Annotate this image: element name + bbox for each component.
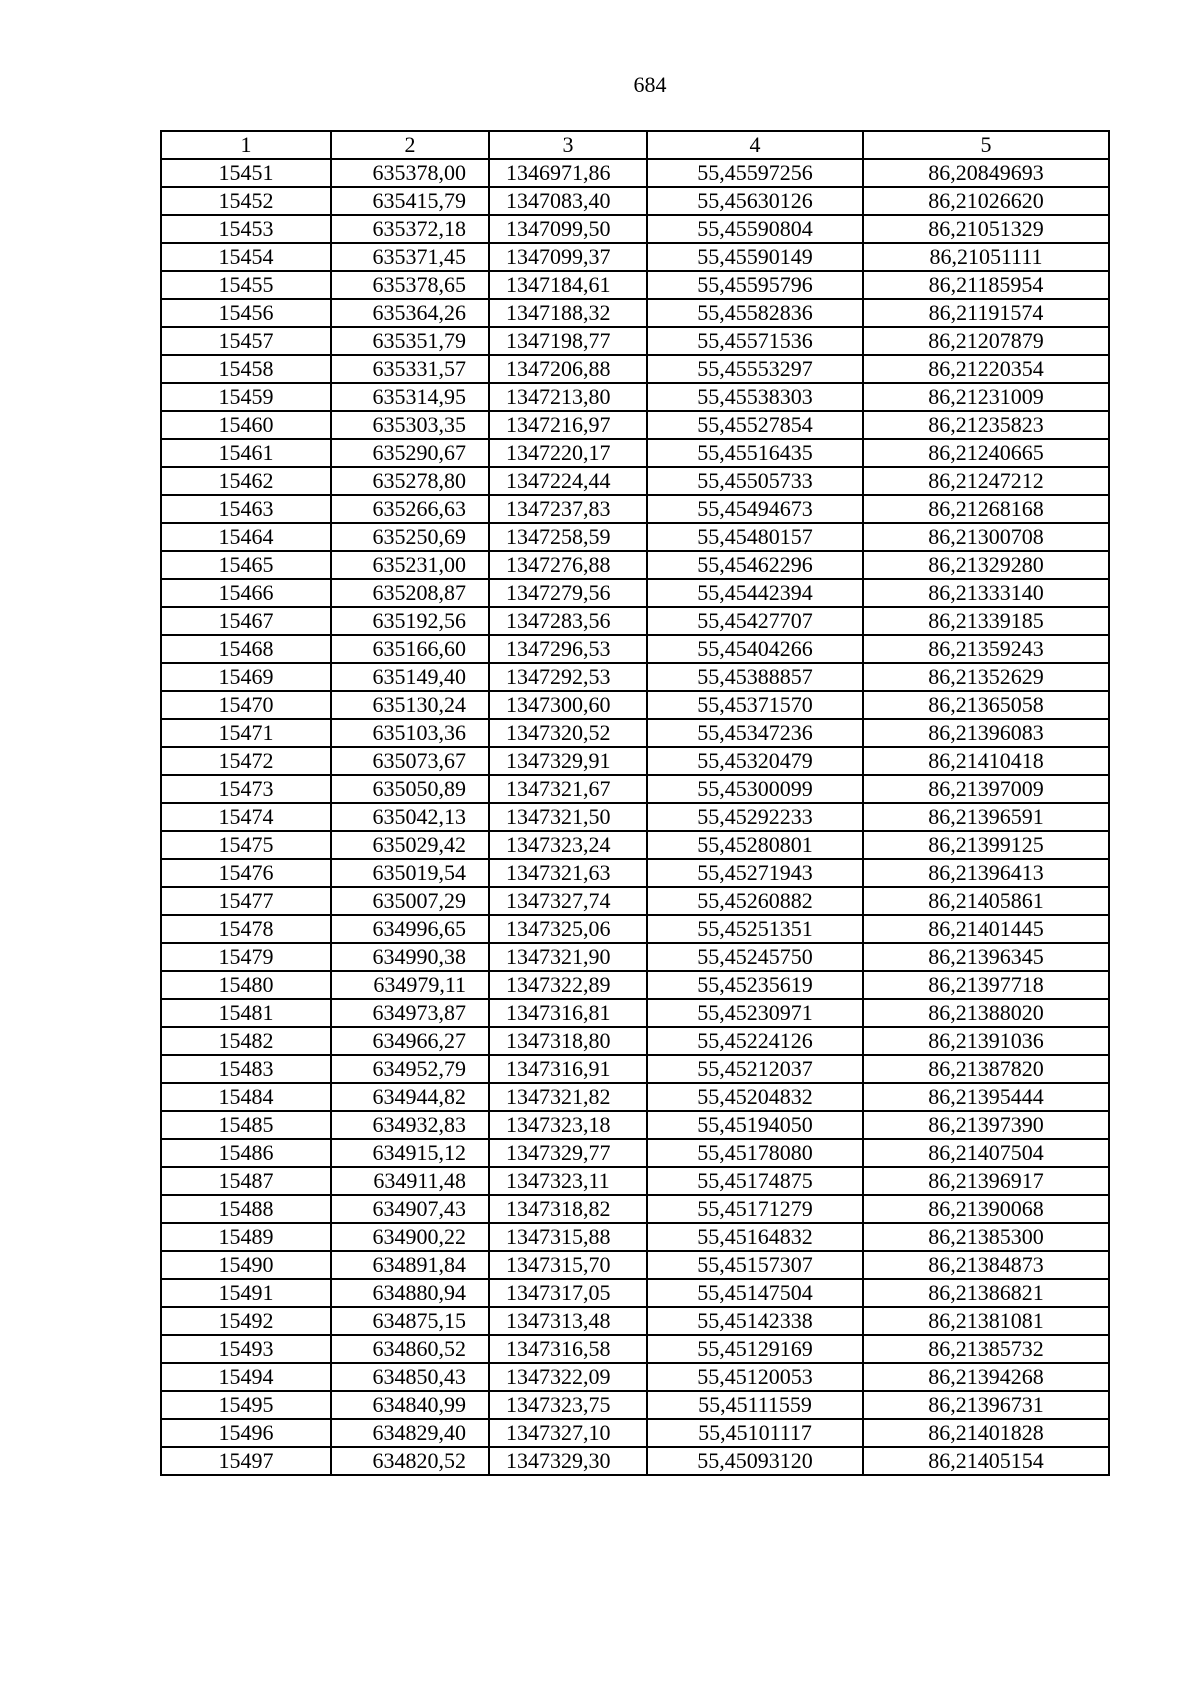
table-row bbox=[161, 1307, 1109, 1335]
table-row bbox=[161, 607, 1109, 635]
longitude-cell: 86,21235823 bbox=[863, 411, 1109, 439]
longitude-cell: 86,21388020 bbox=[863, 999, 1109, 1027]
point-number-cell: 15461 bbox=[161, 439, 331, 467]
point-number-cell: 15452 bbox=[161, 187, 331, 215]
column-header-4: 4 bbox=[647, 131, 863, 159]
latitude-cell: 55,45538303 bbox=[647, 383, 863, 411]
y-coordinate-cell: 1347322,09 bbox=[489, 1363, 647, 1391]
latitude-cell: 55,45260882 bbox=[647, 887, 863, 915]
x-coordinate-cell: 634820,52 bbox=[331, 1447, 489, 1475]
table-row bbox=[161, 943, 1109, 971]
longitude-cell: 86,21397718 bbox=[863, 971, 1109, 999]
point-number-cell: 15477 bbox=[161, 887, 331, 915]
point-number-cell: 15463 bbox=[161, 495, 331, 523]
x-coordinate-cell: 635378,00 bbox=[331, 159, 489, 187]
latitude-cell: 55,45178080 bbox=[647, 1139, 863, 1167]
y-coordinate-cell: 1347296,53 bbox=[489, 635, 647, 663]
table-row bbox=[161, 271, 1109, 299]
x-coordinate-cell: 634907,43 bbox=[331, 1195, 489, 1223]
y-coordinate-cell: 1347321,90 bbox=[489, 943, 647, 971]
y-coordinate-cell: 1347220,17 bbox=[489, 439, 647, 467]
y-coordinate-cell: 1347320,52 bbox=[489, 719, 647, 747]
x-coordinate-cell: 635290,67 bbox=[331, 439, 489, 467]
point-number-cell: 15496 bbox=[161, 1419, 331, 1447]
point-number-cell: 15465 bbox=[161, 551, 331, 579]
table-row bbox=[161, 635, 1109, 663]
y-coordinate-cell: 1347213,80 bbox=[489, 383, 647, 411]
table-row bbox=[161, 159, 1109, 187]
y-coordinate-cell: 1347315,88 bbox=[489, 1223, 647, 1251]
y-coordinate-cell: 1347206,88 bbox=[489, 355, 647, 383]
x-coordinate-cell: 635073,67 bbox=[331, 747, 489, 775]
y-coordinate-cell: 1347329,91 bbox=[489, 747, 647, 775]
table-row bbox=[161, 243, 1109, 271]
y-coordinate-cell: 1346971,86 bbox=[489, 159, 647, 187]
latitude-cell: 55,45280801 bbox=[647, 831, 863, 859]
x-coordinate-cell: 635192,56 bbox=[331, 607, 489, 635]
y-coordinate-cell: 1347327,10 bbox=[489, 1419, 647, 1447]
table-row bbox=[161, 1447, 1109, 1475]
point-number-cell: 15489 bbox=[161, 1223, 331, 1251]
latitude-cell: 55,45597256 bbox=[647, 159, 863, 187]
table-row bbox=[161, 327, 1109, 355]
table-row bbox=[161, 187, 1109, 215]
latitude-cell: 55,45505733 bbox=[647, 467, 863, 495]
longitude-cell: 86,21339185 bbox=[863, 607, 1109, 635]
header-row bbox=[161, 131, 1109, 159]
latitude-cell: 55,45230971 bbox=[647, 999, 863, 1027]
y-coordinate-cell: 1347258,59 bbox=[489, 523, 647, 551]
longitude-cell: 86,21268168 bbox=[863, 495, 1109, 523]
table-row bbox=[161, 1111, 1109, 1139]
point-number-cell: 15454 bbox=[161, 243, 331, 271]
longitude-cell: 86,21385732 bbox=[863, 1335, 1109, 1363]
y-coordinate-cell: 1347313,48 bbox=[489, 1307, 647, 1335]
x-coordinate-cell: 634891,84 bbox=[331, 1251, 489, 1279]
latitude-cell: 55,45235619 bbox=[647, 971, 863, 999]
longitude-cell: 86,21386821 bbox=[863, 1279, 1109, 1307]
table-row bbox=[161, 691, 1109, 719]
latitude-cell: 55,45595796 bbox=[647, 271, 863, 299]
latitude-cell: 55,45590149 bbox=[647, 243, 863, 271]
latitude-cell: 55,45480157 bbox=[647, 523, 863, 551]
table-header bbox=[161, 131, 1109, 159]
point-number-cell: 15456 bbox=[161, 299, 331, 327]
point-number-cell: 15488 bbox=[161, 1195, 331, 1223]
x-coordinate-cell: 635351,79 bbox=[331, 327, 489, 355]
latitude-cell: 55,45320479 bbox=[647, 747, 863, 775]
x-coordinate-cell: 635208,87 bbox=[331, 579, 489, 607]
latitude-cell: 55,45204832 bbox=[647, 1083, 863, 1111]
point-number-cell: 15492 bbox=[161, 1307, 331, 1335]
point-number-cell: 15478 bbox=[161, 915, 331, 943]
table-row bbox=[161, 775, 1109, 803]
y-coordinate-cell: 1347327,74 bbox=[489, 887, 647, 915]
longitude-cell: 86,21396731 bbox=[863, 1391, 1109, 1419]
table-row bbox=[161, 215, 1109, 243]
longitude-cell: 86,21051111 bbox=[863, 243, 1109, 271]
point-number-cell: 15459 bbox=[161, 383, 331, 411]
column-header-3: 3 bbox=[489, 131, 647, 159]
x-coordinate-cell: 634966,27 bbox=[331, 1027, 489, 1055]
table-row bbox=[161, 1167, 1109, 1195]
longitude-cell: 86,21185954 bbox=[863, 271, 1109, 299]
x-coordinate-cell: 635050,89 bbox=[331, 775, 489, 803]
table-row bbox=[161, 719, 1109, 747]
point-number-cell: 15483 bbox=[161, 1055, 331, 1083]
x-coordinate-cell: 635331,57 bbox=[331, 355, 489, 383]
y-coordinate-cell: 1347316,91 bbox=[489, 1055, 647, 1083]
y-coordinate-cell: 1347317,05 bbox=[489, 1279, 647, 1307]
x-coordinate-cell: 635130,24 bbox=[331, 691, 489, 719]
table-row bbox=[161, 1083, 1109, 1111]
point-number-cell: 15468 bbox=[161, 635, 331, 663]
x-coordinate-cell: 635266,63 bbox=[331, 495, 489, 523]
y-coordinate-cell: 1347323,11 bbox=[489, 1167, 647, 1195]
y-coordinate-cell: 1347321,67 bbox=[489, 775, 647, 803]
latitude-cell: 55,45494673 bbox=[647, 495, 863, 523]
point-number-cell: 15471 bbox=[161, 719, 331, 747]
x-coordinate-cell: 635166,60 bbox=[331, 635, 489, 663]
longitude-cell: 86,21399125 bbox=[863, 831, 1109, 859]
table-row bbox=[161, 355, 1109, 383]
latitude-cell: 55,45516435 bbox=[647, 439, 863, 467]
y-coordinate-cell: 1347315,70 bbox=[489, 1251, 647, 1279]
latitude-cell: 55,45427707 bbox=[647, 607, 863, 635]
y-coordinate-cell: 1347224,44 bbox=[489, 467, 647, 495]
x-coordinate-cell: 634996,65 bbox=[331, 915, 489, 943]
latitude-cell: 55,45157307 bbox=[647, 1251, 863, 1279]
y-coordinate-cell: 1347099,37 bbox=[489, 243, 647, 271]
coordinates-table bbox=[160, 130, 1110, 1476]
table-row bbox=[161, 1139, 1109, 1167]
y-coordinate-cell: 1347292,53 bbox=[489, 663, 647, 691]
point-number-cell: 15466 bbox=[161, 579, 331, 607]
x-coordinate-cell: 635364,26 bbox=[331, 299, 489, 327]
point-number-cell: 15462 bbox=[161, 467, 331, 495]
x-coordinate-cell: 634979,11 bbox=[331, 971, 489, 999]
longitude-cell: 86,21407504 bbox=[863, 1139, 1109, 1167]
point-number-cell: 15481 bbox=[161, 999, 331, 1027]
table-row bbox=[161, 803, 1109, 831]
point-number-cell: 15485 bbox=[161, 1111, 331, 1139]
x-coordinate-cell: 634875,15 bbox=[331, 1307, 489, 1335]
y-coordinate-cell: 1347323,18 bbox=[489, 1111, 647, 1139]
longitude-cell: 86,21191574 bbox=[863, 299, 1109, 327]
longitude-cell: 86,21395444 bbox=[863, 1083, 1109, 1111]
y-coordinate-cell: 1347316,81 bbox=[489, 999, 647, 1027]
latitude-cell: 55,45404266 bbox=[647, 635, 863, 663]
latitude-cell: 55,45171279 bbox=[647, 1195, 863, 1223]
table-row bbox=[161, 1279, 1109, 1307]
y-coordinate-cell: 1347323,24 bbox=[489, 831, 647, 859]
point-number-cell: 15476 bbox=[161, 859, 331, 887]
point-number-cell: 15472 bbox=[161, 747, 331, 775]
y-coordinate-cell: 1347198,77 bbox=[489, 327, 647, 355]
longitude-cell: 86,21396345 bbox=[863, 943, 1109, 971]
longitude-cell: 86,21401445 bbox=[863, 915, 1109, 943]
y-coordinate-cell: 1347321,82 bbox=[489, 1083, 647, 1111]
y-coordinate-cell: 1347237,83 bbox=[489, 495, 647, 523]
x-coordinate-cell: 635019,54 bbox=[331, 859, 489, 887]
table-row bbox=[161, 887, 1109, 915]
point-number-cell: 15494 bbox=[161, 1363, 331, 1391]
longitude-cell: 86,21396083 bbox=[863, 719, 1109, 747]
y-coordinate-cell: 1347325,06 bbox=[489, 915, 647, 943]
latitude-cell: 55,45111559 bbox=[647, 1391, 863, 1419]
latitude-cell: 55,45194050 bbox=[647, 1111, 863, 1139]
latitude-cell: 55,45164832 bbox=[647, 1223, 863, 1251]
table-row bbox=[161, 831, 1109, 859]
y-coordinate-cell: 1347329,77 bbox=[489, 1139, 647, 1167]
x-coordinate-cell: 635029,42 bbox=[331, 831, 489, 859]
longitude-cell: 86,21387820 bbox=[863, 1055, 1109, 1083]
y-coordinate-cell: 1347323,75 bbox=[489, 1391, 647, 1419]
y-coordinate-cell: 1347300,60 bbox=[489, 691, 647, 719]
table-row bbox=[161, 1391, 1109, 1419]
x-coordinate-cell: 635303,35 bbox=[331, 411, 489, 439]
column-header-1: 1 bbox=[161, 131, 331, 159]
longitude-cell: 86,21240665 bbox=[863, 439, 1109, 467]
latitude-cell: 55,45292233 bbox=[647, 803, 863, 831]
x-coordinate-cell: 635372,18 bbox=[331, 215, 489, 243]
x-coordinate-cell: 635231,00 bbox=[331, 551, 489, 579]
point-number-cell: 15473 bbox=[161, 775, 331, 803]
point-number-cell: 15475 bbox=[161, 831, 331, 859]
table-row bbox=[161, 467, 1109, 495]
latitude-cell: 55,45300099 bbox=[647, 775, 863, 803]
point-number-cell: 15460 bbox=[161, 411, 331, 439]
x-coordinate-cell: 635042,13 bbox=[331, 803, 489, 831]
longitude-cell: 86,21381081 bbox=[863, 1307, 1109, 1335]
point-number-cell: 15469 bbox=[161, 663, 331, 691]
longitude-cell: 86,21231009 bbox=[863, 383, 1109, 411]
latitude-cell: 55,45271943 bbox=[647, 859, 863, 887]
table-row bbox=[161, 299, 1109, 327]
longitude-cell: 86,21396413 bbox=[863, 859, 1109, 887]
longitude-cell: 86,21405154 bbox=[863, 1447, 1109, 1475]
point-number-cell: 15486 bbox=[161, 1139, 331, 1167]
x-coordinate-cell: 634840,99 bbox=[331, 1391, 489, 1419]
latitude-cell: 55,45174875 bbox=[647, 1167, 863, 1195]
longitude-cell: 86,21026620 bbox=[863, 187, 1109, 215]
y-coordinate-cell: 1347329,30 bbox=[489, 1447, 647, 1475]
x-coordinate-cell: 634860,52 bbox=[331, 1335, 489, 1363]
point-number-cell: 15451 bbox=[161, 159, 331, 187]
point-number-cell: 15491 bbox=[161, 1279, 331, 1307]
table-row bbox=[161, 999, 1109, 1027]
point-number-cell: 15474 bbox=[161, 803, 331, 831]
longitude-cell: 86,21207879 bbox=[863, 327, 1109, 355]
table-row bbox=[161, 1055, 1109, 1083]
longitude-cell: 86,21396591 bbox=[863, 803, 1109, 831]
x-coordinate-cell: 635378,65 bbox=[331, 271, 489, 299]
longitude-cell: 86,21396917 bbox=[863, 1167, 1109, 1195]
longitude-cell: 86,21220354 bbox=[863, 355, 1109, 383]
latitude-cell: 55,45347236 bbox=[647, 719, 863, 747]
table-row bbox=[161, 971, 1109, 999]
table-row bbox=[161, 915, 1109, 943]
table-row bbox=[161, 747, 1109, 775]
y-coordinate-cell: 1347184,61 bbox=[489, 271, 647, 299]
table-row bbox=[161, 439, 1109, 467]
table-row bbox=[161, 551, 1109, 579]
latitude-cell: 55,45442394 bbox=[647, 579, 863, 607]
longitude-cell: 86,21365058 bbox=[863, 691, 1109, 719]
table-body bbox=[161, 159, 1109, 1475]
latitude-cell: 55,45101117 bbox=[647, 1419, 863, 1447]
longitude-cell: 86,21333140 bbox=[863, 579, 1109, 607]
x-coordinate-cell: 634915,12 bbox=[331, 1139, 489, 1167]
point-number-cell: 15458 bbox=[161, 355, 331, 383]
longitude-cell: 86,21051329 bbox=[863, 215, 1109, 243]
x-coordinate-cell: 634911,48 bbox=[331, 1167, 489, 1195]
point-number-cell: 15455 bbox=[161, 271, 331, 299]
column-header-5: 5 bbox=[863, 131, 1109, 159]
longitude-cell: 86,21352629 bbox=[863, 663, 1109, 691]
table-row bbox=[161, 1027, 1109, 1055]
latitude-cell: 55,45093120 bbox=[647, 1447, 863, 1475]
longitude-cell: 86,21247212 bbox=[863, 467, 1109, 495]
longitude-cell: 86,21385300 bbox=[863, 1223, 1109, 1251]
latitude-cell: 55,45630126 bbox=[647, 187, 863, 215]
y-coordinate-cell: 1347321,50 bbox=[489, 803, 647, 831]
y-coordinate-cell: 1347083,40 bbox=[489, 187, 647, 215]
x-coordinate-cell: 635103,36 bbox=[331, 719, 489, 747]
latitude-cell: 55,45571536 bbox=[647, 327, 863, 355]
x-coordinate-cell: 634973,87 bbox=[331, 999, 489, 1027]
y-coordinate-cell: 1347316,58 bbox=[489, 1335, 647, 1363]
table-row bbox=[161, 495, 1109, 523]
latitude-cell: 55,45212037 bbox=[647, 1055, 863, 1083]
table-row bbox=[161, 1195, 1109, 1223]
latitude-cell: 55,45251351 bbox=[647, 915, 863, 943]
table-row bbox=[161, 1251, 1109, 1279]
x-coordinate-cell: 634990,38 bbox=[331, 943, 489, 971]
table-row bbox=[161, 859, 1109, 887]
longitude-cell: 86,21359243 bbox=[863, 635, 1109, 663]
latitude-cell: 55,45120053 bbox=[647, 1363, 863, 1391]
longitude-cell: 86,21410418 bbox=[863, 747, 1109, 775]
x-coordinate-cell: 634932,83 bbox=[331, 1111, 489, 1139]
latitude-cell: 55,45388857 bbox=[647, 663, 863, 691]
table-row bbox=[161, 411, 1109, 439]
table-row bbox=[161, 1223, 1109, 1251]
longitude-cell: 86,21394268 bbox=[863, 1363, 1109, 1391]
latitude-cell: 55,45147504 bbox=[647, 1279, 863, 1307]
longitude-cell: 86,21384873 bbox=[863, 1251, 1109, 1279]
y-coordinate-cell: 1347322,89 bbox=[489, 971, 647, 999]
y-coordinate-cell: 1347321,63 bbox=[489, 859, 647, 887]
latitude-cell: 55,45590804 bbox=[647, 215, 863, 243]
point-number-cell: 15479 bbox=[161, 943, 331, 971]
point-number-cell: 15480 bbox=[161, 971, 331, 999]
longitude-cell: 86,21397390 bbox=[863, 1111, 1109, 1139]
point-number-cell: 15490 bbox=[161, 1251, 331, 1279]
table-row bbox=[161, 383, 1109, 411]
point-number-cell: 15453 bbox=[161, 215, 331, 243]
latitude-cell: 55,45582836 bbox=[647, 299, 863, 327]
longitude-cell: 86,21391036 bbox=[863, 1027, 1109, 1055]
x-coordinate-cell: 634944,82 bbox=[331, 1083, 489, 1111]
latitude-cell: 55,45245750 bbox=[647, 943, 863, 971]
x-coordinate-cell: 635371,45 bbox=[331, 243, 489, 271]
point-number-cell: 15497 bbox=[161, 1447, 331, 1475]
y-coordinate-cell: 1347283,56 bbox=[489, 607, 647, 635]
x-coordinate-cell: 635278,80 bbox=[331, 467, 489, 495]
column-header-2: 2 bbox=[331, 131, 489, 159]
table-row bbox=[161, 523, 1109, 551]
y-coordinate-cell: 1347216,97 bbox=[489, 411, 647, 439]
latitude-cell: 55,45371570 bbox=[647, 691, 863, 719]
x-coordinate-cell: 635415,79 bbox=[331, 187, 489, 215]
latitude-cell: 55,45462296 bbox=[647, 551, 863, 579]
point-number-cell: 15470 bbox=[161, 691, 331, 719]
y-coordinate-cell: 1347318,82 bbox=[489, 1195, 647, 1223]
y-coordinate-cell: 1347318,80 bbox=[489, 1027, 647, 1055]
table-row bbox=[161, 1419, 1109, 1447]
x-coordinate-cell: 634880,94 bbox=[331, 1279, 489, 1307]
y-coordinate-cell: 1347276,88 bbox=[489, 551, 647, 579]
longitude-cell: 86,21405861 bbox=[863, 887, 1109, 915]
x-coordinate-cell: 635007,29 bbox=[331, 887, 489, 915]
page-number: 684 bbox=[633, 72, 667, 97]
latitude-cell: 55,45129169 bbox=[647, 1335, 863, 1363]
point-number-cell: 15457 bbox=[161, 327, 331, 355]
latitude-cell: 55,45142338 bbox=[647, 1307, 863, 1335]
x-coordinate-cell: 635250,69 bbox=[331, 523, 489, 551]
longitude-cell: 86,21390068 bbox=[863, 1195, 1109, 1223]
point-number-cell: 15493 bbox=[161, 1335, 331, 1363]
x-coordinate-cell: 635149,40 bbox=[331, 663, 489, 691]
point-number-cell: 15484 bbox=[161, 1083, 331, 1111]
table-row bbox=[161, 579, 1109, 607]
point-number-cell: 15467 bbox=[161, 607, 331, 635]
y-coordinate-cell: 1347188,32 bbox=[489, 299, 647, 327]
x-coordinate-cell: 634829,40 bbox=[331, 1419, 489, 1447]
table-row bbox=[161, 1335, 1109, 1363]
point-number-cell: 15482 bbox=[161, 1027, 331, 1055]
x-coordinate-cell: 634900,22 bbox=[331, 1223, 489, 1251]
y-coordinate-cell: 1347099,50 bbox=[489, 215, 647, 243]
point-number-cell: 15487 bbox=[161, 1167, 331, 1195]
latitude-cell: 55,45224126 bbox=[647, 1027, 863, 1055]
x-coordinate-cell: 634952,79 bbox=[331, 1055, 489, 1083]
longitude-cell: 86,21329280 bbox=[863, 551, 1109, 579]
x-coordinate-cell: 635314,95 bbox=[331, 383, 489, 411]
point-number-cell: 15464 bbox=[161, 523, 331, 551]
longitude-cell: 86,21397009 bbox=[863, 775, 1109, 803]
latitude-cell: 55,45527854 bbox=[647, 411, 863, 439]
longitude-cell: 86,21401828 bbox=[863, 1419, 1109, 1447]
longitude-cell: 86,21300708 bbox=[863, 523, 1109, 551]
y-coordinate-cell: 1347279,56 bbox=[489, 579, 647, 607]
x-coordinate-cell: 634850,43 bbox=[331, 1363, 489, 1391]
table-row bbox=[161, 1363, 1109, 1391]
point-number-cell: 15495 bbox=[161, 1391, 331, 1419]
longitude-cell: 86,20849693 bbox=[863, 159, 1109, 187]
table-row bbox=[161, 663, 1109, 691]
latitude-cell: 55,45553297 bbox=[647, 355, 863, 383]
